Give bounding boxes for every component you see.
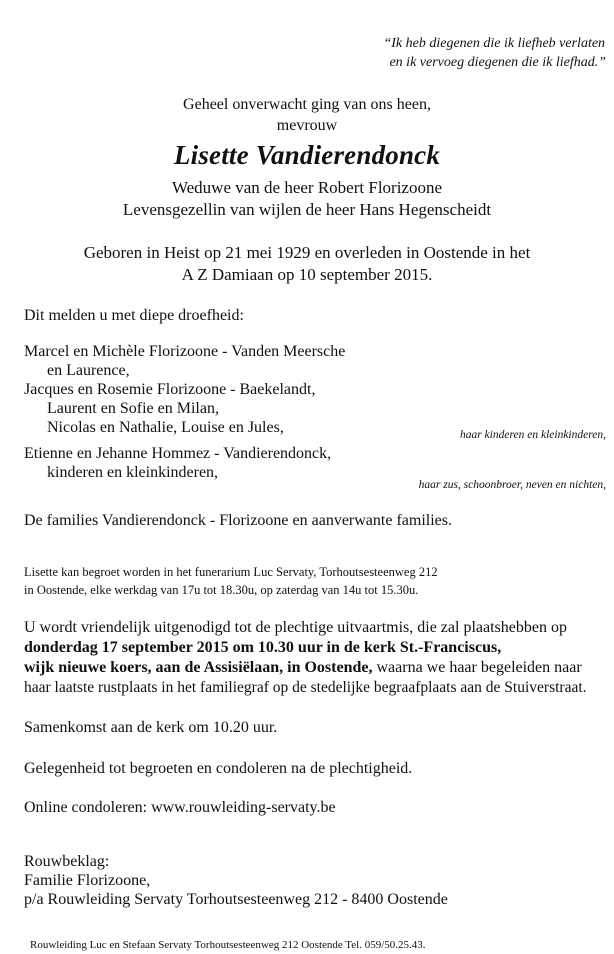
deceased-name: Lisette Vandierendonck xyxy=(173,140,441,170)
intro-line-1: Geheel onverwacht ging van ons heen, xyxy=(183,96,431,113)
ceremony-line-2: donderdag 17 september 2015 om 10.30 uur in de kerk St.-Franciscus, xyxy=(24,639,502,656)
family-role-1: haar kinderen en kleinkinderen, xyxy=(459,429,606,441)
gathering: Samenkomst aan de kerk om 10.20 uur. xyxy=(24,719,278,736)
viewing-line-1: Lisette kan begroet worden in het funerarium Luc Servaty, Torhoutsesteenweg 212 xyxy=(24,565,438,579)
mourning-line-1: Rouwbeklag: xyxy=(24,853,110,870)
ceremony-line-4: haar laatste rustplaats in het familiegraf op de stedelijke begraafplaats aan de Stuiverstraat. xyxy=(24,679,587,696)
ceremony-line-3 xyxy=(24,657,582,678)
family-line-1: Marcel en Michèle Florizoone - Vanden Meersche xyxy=(24,343,346,360)
family-line-5: Nicolas en Nathalie, Louise en Jules, xyxy=(47,419,284,436)
family-line-4: Laurent en Sofie en Milan, xyxy=(47,400,219,417)
family-line-7: kinderen en kleinkinderen, xyxy=(47,464,219,481)
quote-line-2: en ik vervoeg diegenen die ik liefhad.” xyxy=(389,55,606,70)
mourning-line-2: Familie Florizoone, xyxy=(24,872,151,889)
birth-line-2: A Z Damiaan op 10 september 2015. xyxy=(181,265,433,284)
birth-line-1: Geboren in Heist op 21 mei 1929 en overleden in Oostende in het xyxy=(83,243,531,262)
family-line-3: Jacques en Rosemie Florizoone - Baekelandt, xyxy=(24,381,316,398)
footer: Rouwleiding Luc en Stefaan Servaty Torhoutsesteenweg 212 Oostende Tel. 059/50.25.43. xyxy=(30,939,426,951)
ceremony-line-3-rest: waarna we haar begeleiden naar xyxy=(372,659,582,676)
extended-families: De families Vandierendonck - Florizoone en aanverwante families. xyxy=(24,512,452,529)
opening-quote xyxy=(383,34,606,72)
quote-line-1: “Ik heb diegenen die ik liefheb verlaten xyxy=(383,36,606,51)
family-line-6: Etienne en Jehanne Hommez - Vandierendonck, xyxy=(24,445,332,462)
viewing-line-2: in Oostende, elke werkdag van 17u tot 18.30u, op zaterdag van 14u tot 15.30u. xyxy=(24,583,419,597)
ceremony-location: wijk nieuwe koers, aan de Assisiëlaan, in Oostende, xyxy=(24,659,373,676)
intro-line-2: mevrouw xyxy=(276,117,338,134)
condolence-info: Gelegenheid tot begroeten en condoleren na de plechtigheid. xyxy=(24,760,413,777)
ceremony-line-1: U wordt vriendelijk uitgenodigd tot de plechtige uitvaartmis, die zal plaatshebben op xyxy=(24,619,567,636)
family-role-2: haar zus, schoonbroer, neven en nichten, xyxy=(418,479,606,491)
mourning-line-3: p/a Rouwleiding Servaty Torhoutsesteenweg 212 - 8400 Oostende xyxy=(24,891,448,908)
announcement: Dit melden u met diepe droefheid: xyxy=(24,307,244,324)
online-condolence: Online condoleren: www.rouwleiding-servaty.be xyxy=(24,799,336,816)
family-line-2: en Laurence, xyxy=(47,362,130,379)
relation-line-1: Weduwe van de heer Robert Florizoone xyxy=(171,178,443,197)
relation-line-2: Levensgezellin van wijlen de heer Hans Hegenscheidt xyxy=(122,200,492,219)
